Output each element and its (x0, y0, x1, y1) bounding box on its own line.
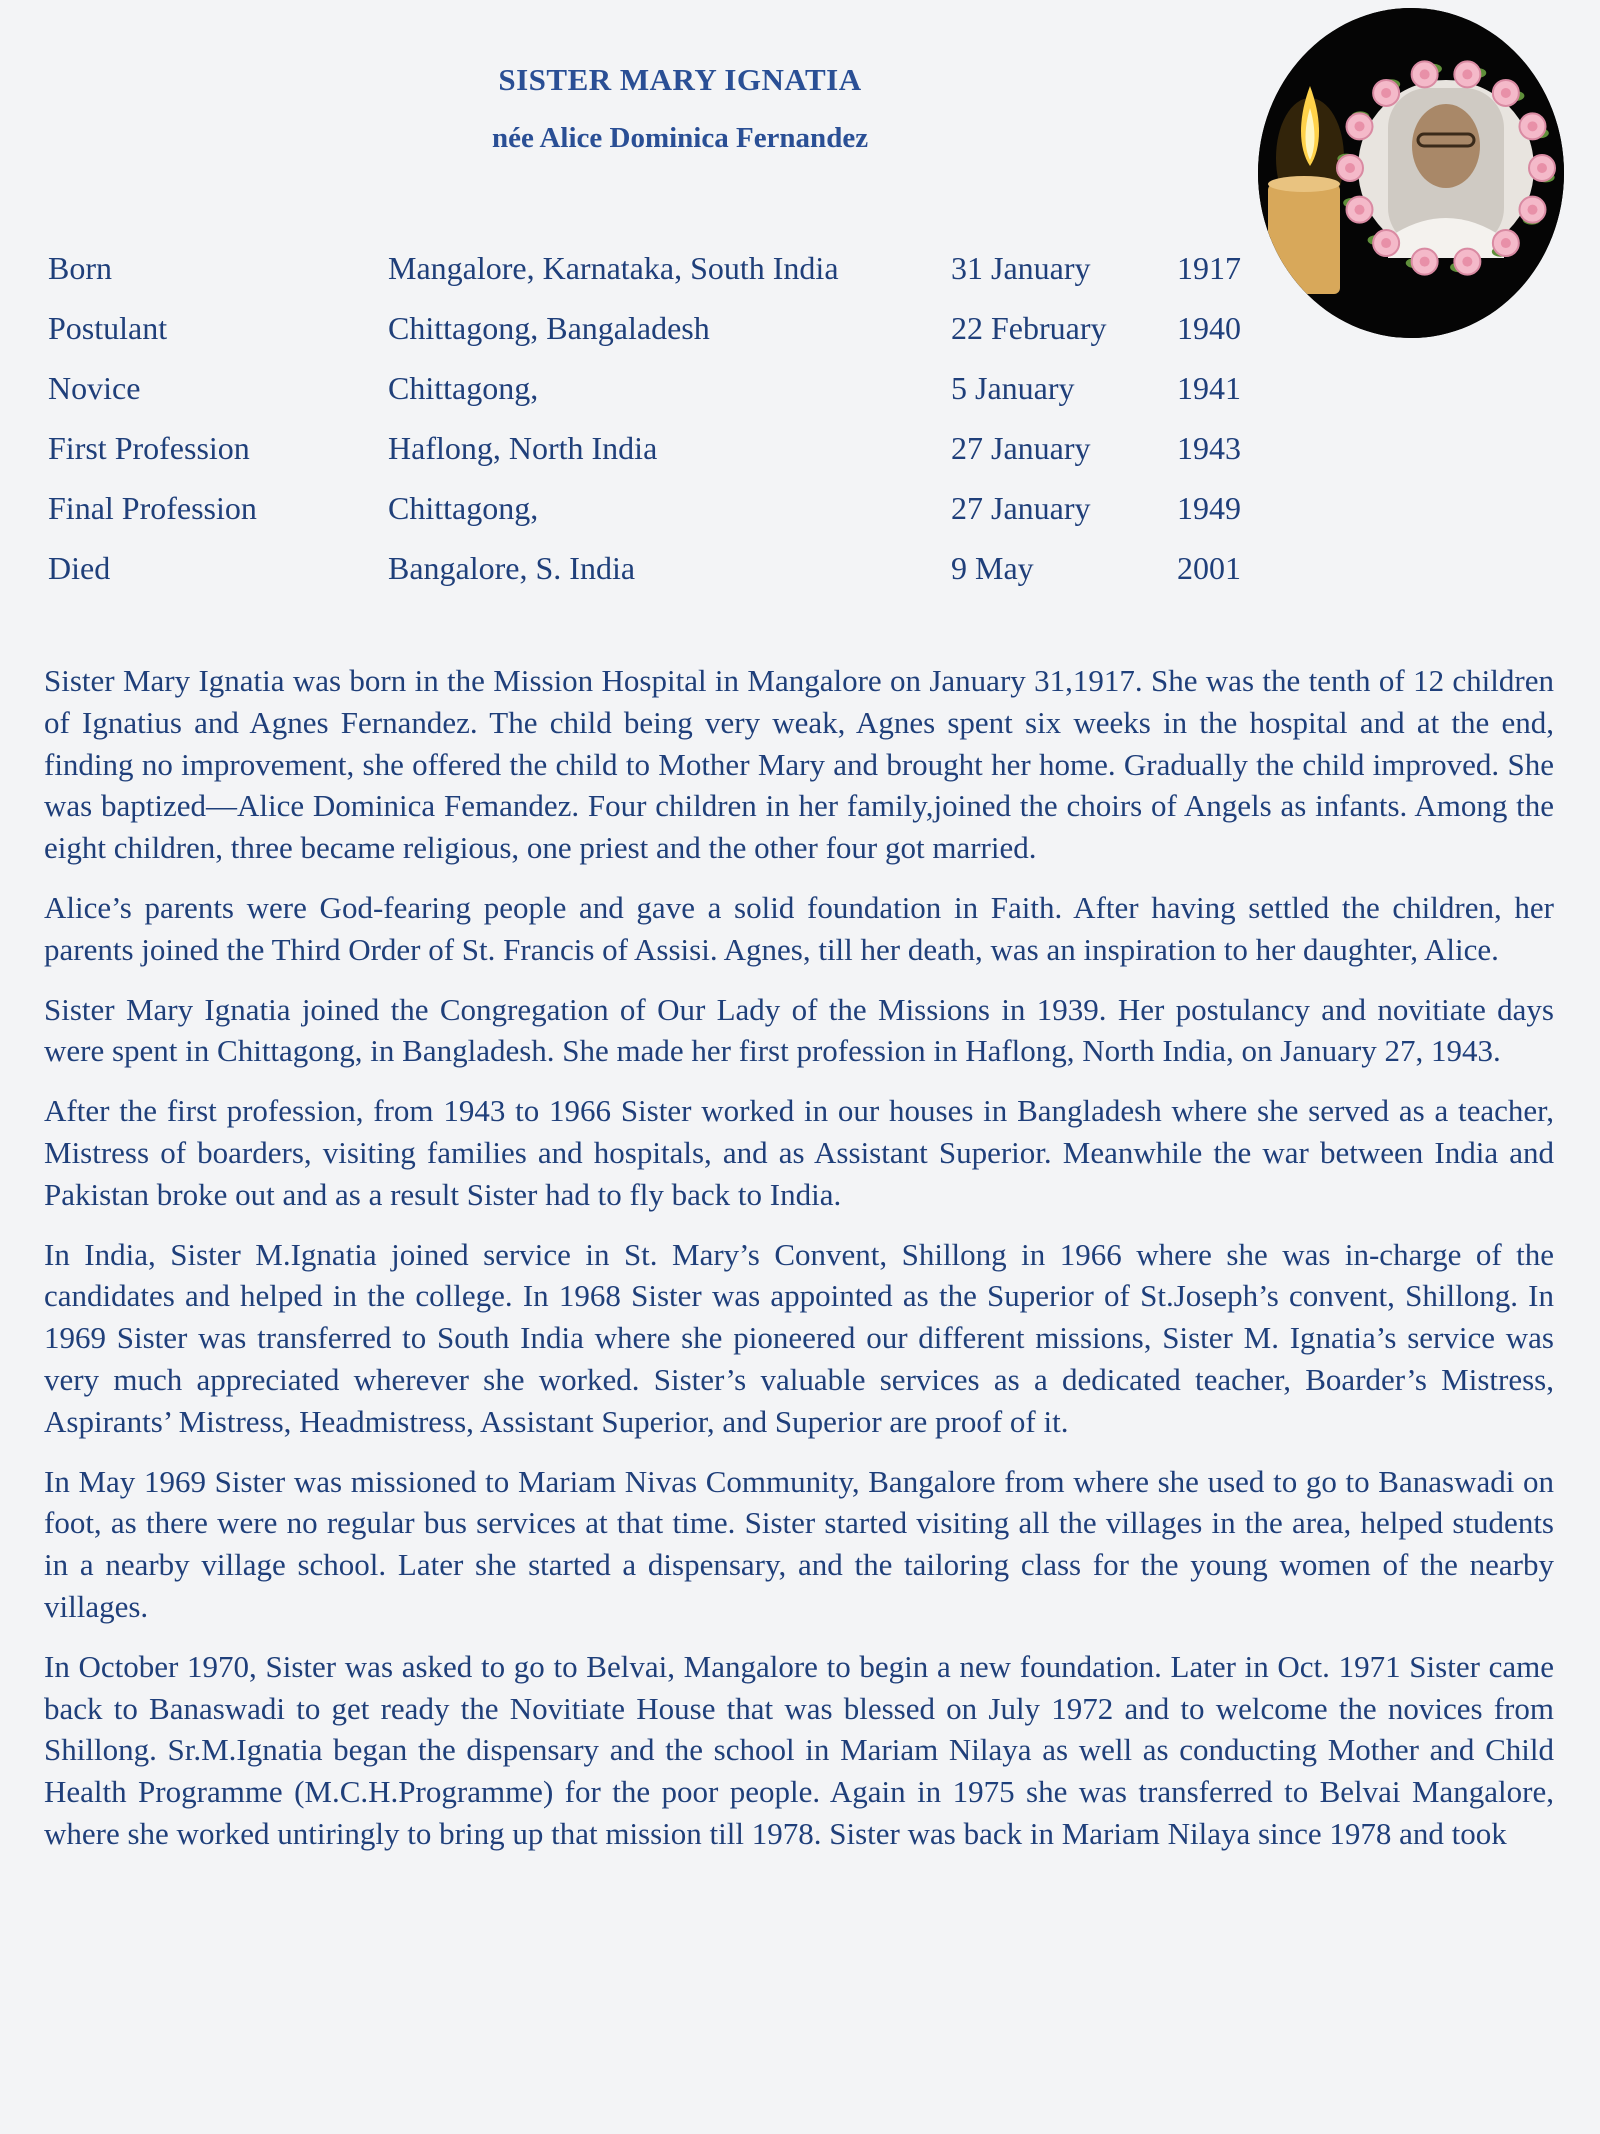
fact-event: Novice (48, 369, 141, 406)
rose-center (1501, 238, 1511, 248)
fact-date: 27 January (951, 489, 1091, 526)
rose-center (1537, 163, 1547, 173)
biography-paragraph: In May 1969 Sister was missioned to Mariam Nivas Community, Bangalore from where she used to go to Banaswadi on foot, as there were no regular bus services at that time. Sister started visiting all the villages in the area, helped students in a nearby village school. Later she started a dispensary, and the tailoring class for the young women of the nearby villages. (44, 1463, 1554, 1624)
fact-event: Final Profession (48, 489, 257, 526)
fact-date: 5 January (951, 369, 1075, 406)
rose-center (1345, 163, 1355, 173)
fact-place: Chittagong, Bangaladesh (388, 309, 710, 346)
fact-place: Chittagong, (388, 489, 539, 526)
fact-year: 1949 (1177, 489, 1241, 526)
fact-place: Haflong, North India (388, 429, 658, 466)
fact-year: 1940 (1177, 309, 1241, 346)
fact-year: 1941 (1177, 369, 1241, 406)
fact-year: 1943 (1177, 429, 1241, 466)
fact-event: First Profession (48, 429, 250, 466)
fact-date: 22 February (951, 309, 1107, 346)
rose-center (1462, 69, 1472, 79)
fact-row (48, 478, 1277, 538)
rose-center (1501, 88, 1511, 98)
rose-center (1420, 69, 1430, 79)
rose-center (1381, 88, 1391, 98)
biography-paragraph: Sister Mary Ignatia joined the Congregation of Our Lady of the Missions in 1939. Her postulancy and novitiate days were spent in Chittagong, in Bangladesh. She made her first profession in Haflong, North India, on January 27, 1943. (44, 991, 1554, 1069)
fact-year: 1917 (1177, 249, 1241, 286)
biography-paragraph: After the first profession, from 1943 to 1966 Sister worked in our houses in Bangladesh where she served as a teacher, Mistress of boarders, visiting families and hospitals, and as Assistant Superior. Meanwhile the war between India and Pakistan broke out and as a result Sister had to fly back to India. (44, 1093, 1554, 1212)
biography-text (44, 660, 1554, 1873)
facts-table (48, 238, 1277, 598)
fact-year: 2001 (1177, 549, 1241, 586)
biography-paragraph: In October 1970, Sister was asked to go to Belvai, Mangalore to begin a new foundation. Later in Oct. 1971 Sister came back to Banaswadi to get ready the Novitiate House that was blessed on July 1972 and to welcome the novices from Shillong. Sr.M.Ignatia began the dispensary and the school in Mariam Nilaya as well as conducting Mother and Child Health Programme (M.C.H.Programme) for the poor people. Again in 1975 she was transferred to Belvai Mangalore, where she worked untiringly to bring up that mission till 1978. Sister was back in Mariam Nilaya since 1978 and took (44, 1648, 1554, 1851)
fact-place: Chittagong, (388, 369, 539, 406)
page-title: SISTER MARY IGNATIA (498, 62, 862, 97)
biography-paragraph: In India, Sister M.Ignatia joined service in St. Mary’s Convent, Shillong in 1966 where she was in-charge of the candidates and helped in the college. In 1968 Sister was appointed as the Superior of St.Joseph’s convent, Shillong. In 1969 Sister was transferred to South India where she pioneered our different missions, Sister M. Ignatia’s service was very much appreciated wherever she worked. Sister’s valuable services as a dedicated teacher, Boarder’s Mistress, Aspirants’ Mistress, Headmistress, Assistant Superior, and Superior are proof of it. (44, 1236, 1554, 1439)
fact-event: Born (48, 249, 112, 286)
fact-row (48, 538, 1277, 598)
fact-row (48, 358, 1277, 418)
fact-event: Died (48, 549, 111, 586)
biography-paragraph: Sister Mary Ignatia was born in the Mission Hospital in Mangalore on January 31,1917. She was the tenth of 12 children of Ignatius and Agnes Fernandez. The child being very weak, Agnes spent six weeks in the hospital and at the end, finding no improvement, she offered the child to Mother Mary and brought her home. Gradually the child improved. She was baptized—Alice Dominica Femandez. Four children in her family,joined the choirs of Angels as infants. Among the eight children, three became religious, one priest and the other four got married. (44, 663, 1554, 866)
rose-center (1462, 257, 1472, 267)
rose-center (1527, 205, 1537, 215)
fact-event: Postulant (48, 309, 168, 346)
fact-place: Mangalore, Karnataka, South India (388, 249, 839, 286)
fact-date: 27 January (951, 429, 1091, 466)
fact-row (48, 298, 1277, 358)
fact-date: 9 May (951, 549, 1034, 586)
page-subtitle: née Alice Dominica Fernandez (491, 122, 869, 154)
fact-row (48, 418, 1277, 478)
fact-date: 31 January (951, 249, 1091, 286)
biography-paragraph: Alice’s parents were God-fearing people and gave a solid foundation in Faith. After having settled the children, her parents joined the Third Order of St. Francis of Assisi. Agnes, till her death, was an inspiration to her daughter, Alice. (44, 889, 1554, 967)
rose-center (1420, 257, 1430, 267)
rose-center (1527, 121, 1537, 131)
fact-row (48, 238, 1277, 298)
rose-center (1355, 205, 1365, 215)
rose-center (1355, 121, 1365, 131)
memorial-portrait (1258, 8, 1564, 338)
rose-center (1381, 238, 1391, 248)
fact-place: Bangalore, S. India (388, 549, 636, 586)
